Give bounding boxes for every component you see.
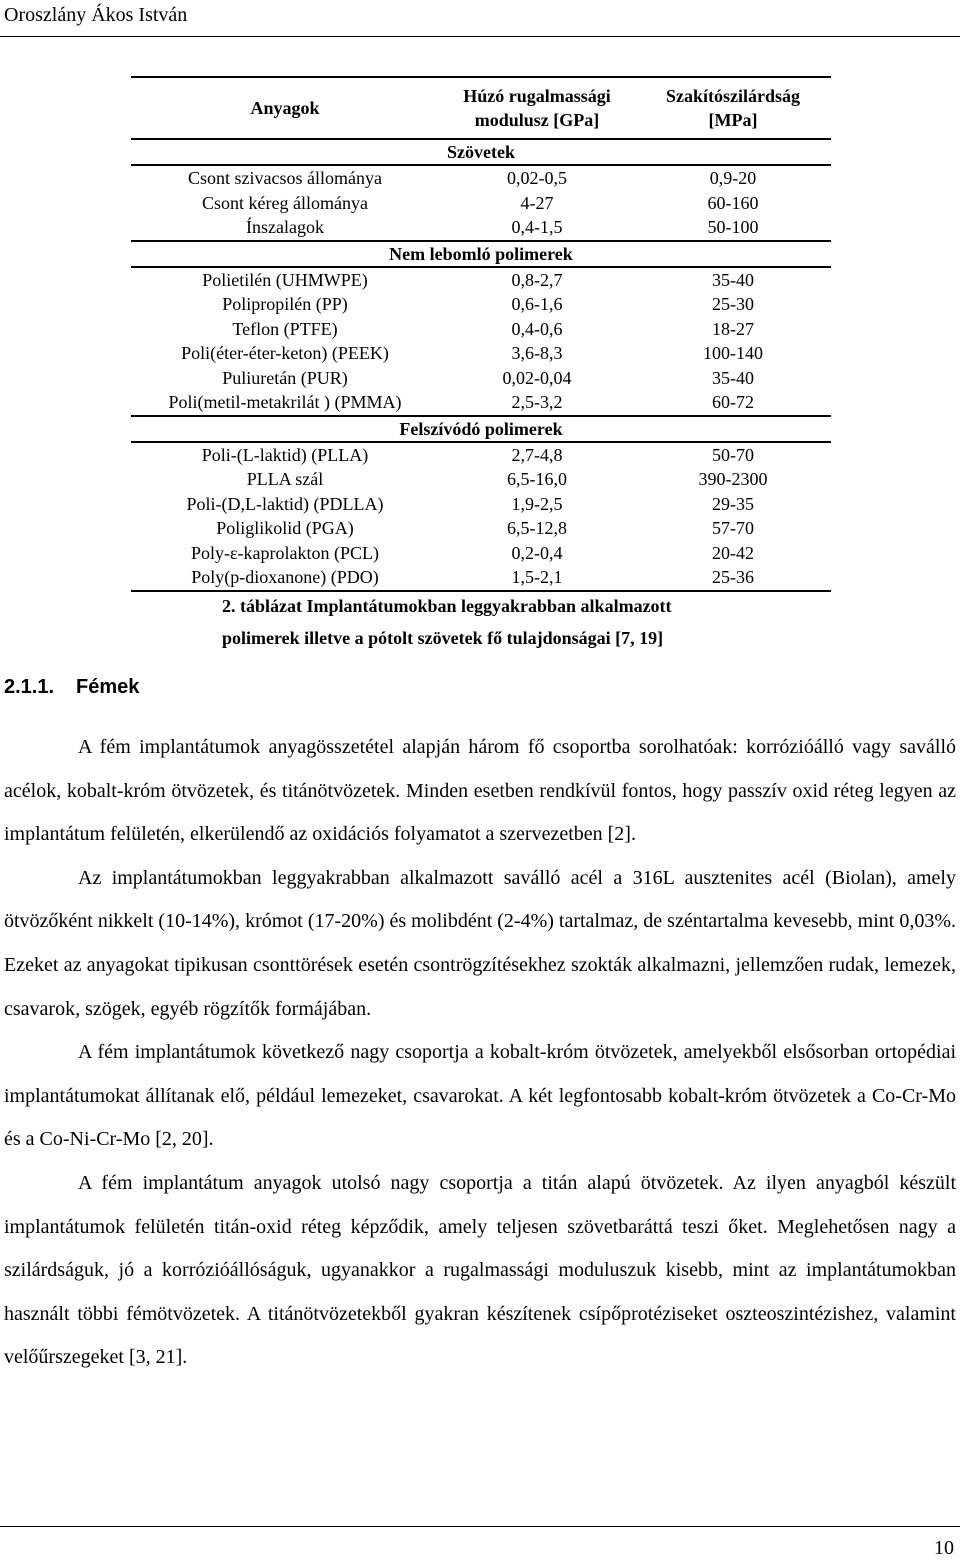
modulus-cell: 0,02-0,04 xyxy=(502,367,572,388)
material-cell: Csont kéreg állománya xyxy=(202,192,368,213)
modulus-cell: 1,5-2,1 xyxy=(439,565,635,591)
modulus-cell: 6,5-16,0 xyxy=(507,469,567,489)
modulus-cell: 4-27 xyxy=(520,192,554,213)
caption-line-1: 2. táblázat Implantátumokban leggyakrabban alkalmazott xyxy=(222,596,672,616)
material-cell: Poly(p-dioxanone) (PDO) xyxy=(131,565,439,591)
header-strength-text: Szakítószilárdság [MPa] xyxy=(665,86,800,130)
paragraph-4: A fém implantátum anyagok utolsó nagy csoportja a titán alapú ötvözetek. Az ilyen anyagból készült implantátumok felületén titán-oxid réteg képződik, amely teljesen szövetbaráttá teszi őket. Meglehetősen nagy a szilárdságuk, jó a korrózióállóságuk, ugyanakkor a rugalmassági moduluszuk kisebb, mint az implantátumokban használt többi fémötvözetek. A titánötvözetekből gyakran készítenek csípőprotéziseket oszteoszintézishez, valamint velőűrszegeket [3, 21]. xyxy=(4,1171,956,1369)
material-cell: Csont szivacsos állománya xyxy=(188,168,382,188)
table-row xyxy=(131,215,831,241)
table-section-row xyxy=(131,241,831,267)
modulus-cell: 2,7-4,8 xyxy=(511,444,563,465)
table-row xyxy=(131,516,831,541)
header-modulus xyxy=(439,77,635,139)
table-row xyxy=(131,541,831,566)
material-cell: Poli(éter-éter-keton) (PEEK) xyxy=(181,343,389,363)
section-heading xyxy=(4,676,139,699)
paragraph-3: A fém implantátumok következő nagy csoportja a kobalt-króm ötvözetek, amelyekből elsősorban ortopédiai implantátumokat állítanak elő, például lemezeket, csavarokat. A két legfontosabb kobalt-króm ötvözetek a Co-Cr-Mo és a Co-Ni-Cr-Mo [2, 20]. xyxy=(4,1041,956,1151)
material-cell: Polietilén (UHMWPE) xyxy=(202,269,368,290)
material-cell: Poli-(L-laktid) (PLLA) xyxy=(201,444,369,465)
strength-cell: 100-140 xyxy=(703,343,763,363)
material-cell: Teflon (PTFE) xyxy=(232,318,338,339)
modulus-cell: 0,6-1,6 xyxy=(511,294,563,314)
table-row xyxy=(131,492,831,517)
table-row xyxy=(131,442,831,468)
table-body xyxy=(131,139,831,591)
modulus-cell: 0,02-0,5 xyxy=(507,168,567,188)
strength-cell: 35-40 xyxy=(712,269,754,290)
page-number: 10 xyxy=(934,1537,954,1559)
strength-cell: 390-2300 xyxy=(698,469,768,489)
table-row xyxy=(131,366,831,391)
modulus-cell: 3,6-8,3 xyxy=(511,343,563,363)
strength-cell: 18-27 xyxy=(712,318,754,339)
header-strength xyxy=(635,77,831,139)
section-title-cell: Felszívódó polimerek xyxy=(131,416,831,442)
paragraph-1: A fém implantátumok anyagösszetétel alapján három fő csoportba sorolhatóak: korrózióálló vagy saválló acélok, kobalt-króm ötvözetek, és titánötvözetek. Minden esetben rendkívül fontos, hogy passzív oxid réteg legyen az implantátum felületén, elkerülendő az oxidációs folyamatot a szervezetben [2]. xyxy=(4,736,956,846)
running-header xyxy=(0,0,960,37)
strength-cell: 50-70 xyxy=(712,444,754,465)
strength-cell: 60-160 xyxy=(707,192,759,213)
modulus-cell: 2,5-3,2 xyxy=(511,392,563,412)
material-cell: Polipropilén (PP) xyxy=(222,294,348,314)
strength-cell: 35-40 xyxy=(712,367,754,388)
section-number: 2.1.1. xyxy=(4,676,55,698)
modulus-cell: 0,4-0,6 xyxy=(511,318,563,339)
material-cell: Poly-ε-kaprolakton (PCL) xyxy=(190,542,380,563)
modulus-cell: 0,2-0,4 xyxy=(511,542,563,563)
strength-cell: 29-35 xyxy=(712,493,754,514)
section-title-cell: Szövetek xyxy=(131,139,831,165)
material-cell: Poliglikolid (PGA) xyxy=(216,518,354,538)
strength-cell: 57-70 xyxy=(712,518,754,538)
material-cell: Poli(metil-metakrilát ) (PMMA) xyxy=(168,392,402,412)
material-cell: Poli-(D,L-laktid) (PDLLA) xyxy=(186,493,384,514)
body-text xyxy=(4,726,956,1380)
strength-cell: 25-30 xyxy=(712,294,754,314)
section-title-cell: Nem lebomló polimerek xyxy=(131,241,831,267)
table-row xyxy=(131,317,831,342)
table-row xyxy=(131,165,831,191)
table-caption xyxy=(222,590,842,654)
header-modulus-text: Húzó rugalmassági modulusz [GPa] xyxy=(463,86,611,130)
table-row xyxy=(131,390,831,416)
author-name: Oroszlány Ákos István xyxy=(4,4,188,26)
strength-cell: 50-100 xyxy=(707,217,759,237)
table-header-row xyxy=(131,77,831,139)
strength-cell: 60-72 xyxy=(712,392,754,412)
modulus-cell: 6,5-12,8 xyxy=(507,518,567,538)
modulus-cell: 1,9-2,5 xyxy=(511,493,563,514)
caption-line-2: polimerek illetve a pótolt szövetek fő tulajdonságai [7, 19] xyxy=(222,628,664,648)
table-row xyxy=(131,565,831,591)
table-row xyxy=(131,267,831,293)
strength-cell: 25-36 xyxy=(635,565,831,591)
material-cell: Puliuretán (PUR) xyxy=(222,367,348,388)
modulus-cell: 0,8-2,7 xyxy=(511,269,563,290)
table-row xyxy=(131,341,831,366)
strength-cell: 20-42 xyxy=(712,542,754,563)
paragraph-2: Az implantátumokban leggyakrabban alkalmazott saválló acél a 316L ausztenites acél (Biolan), amely ötvözőként nikkelt (10-14%), krómot (17-20%) és molibdént (2-4%) tartalmaz, de széntartalma kevesebb, mint 0,03%. Ezeket az anyagokat tipikusan csonttörések esetén csontrögzítésekhez szokták alkalmazni, jellemzően rudak, lemezek, csavarok, szögek, egyéb rögzítők formájában. xyxy=(4,866,956,1020)
table-row xyxy=(131,467,831,492)
table-section-row xyxy=(131,416,831,442)
section-title: Fémek xyxy=(76,676,140,698)
header-materials: Anyagok xyxy=(131,77,439,139)
page-footer xyxy=(0,1526,960,1562)
table-row xyxy=(131,292,831,317)
materials-table xyxy=(131,76,831,592)
material-cell: PLLA szál xyxy=(246,469,324,489)
table-section-row xyxy=(131,139,831,165)
modulus-cell: 0,4-1,5 xyxy=(511,217,563,237)
strength-cell: 0,9-20 xyxy=(709,168,757,188)
material-cell: Ínszalagok xyxy=(246,217,324,237)
table-row xyxy=(131,191,831,216)
